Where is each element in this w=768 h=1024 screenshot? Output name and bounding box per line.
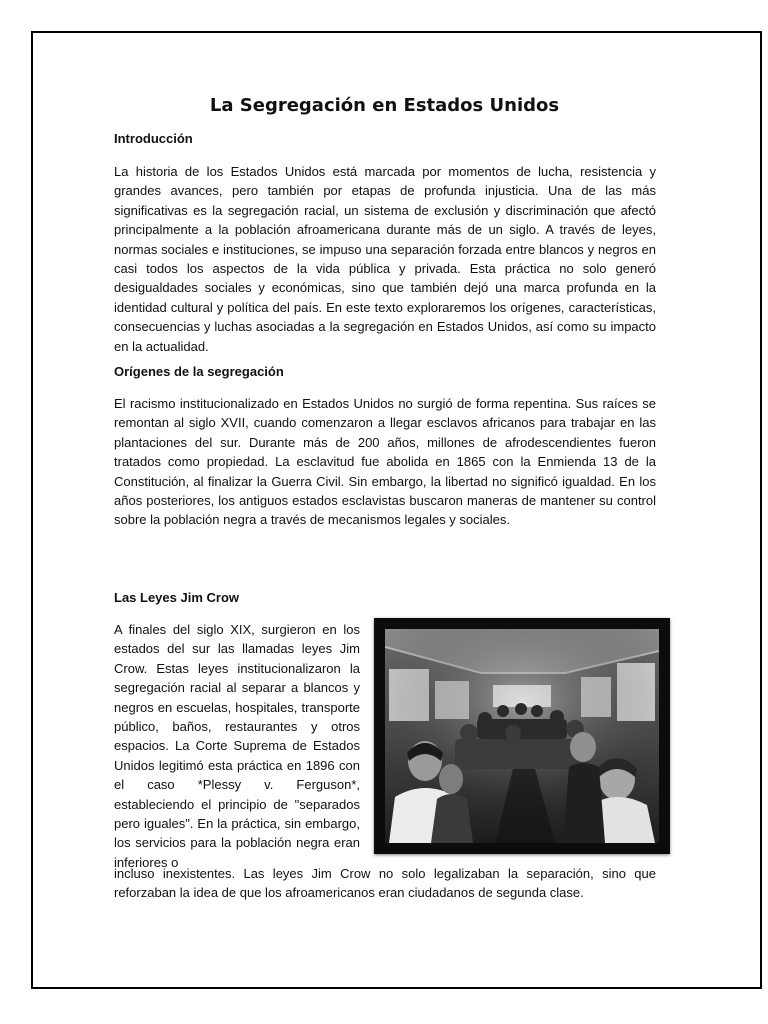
section-heading-introduccion: Introducción — [114, 131, 193, 146]
section-heading-origenes: Orígenes de la segregación — [114, 364, 284, 379]
photo-image — [385, 629, 659, 843]
section-body-jim-crow-continued: incluso inexistentes. Las leyes Jim Crow no solo legalizaban la separación, sino que reforzaban la idea de que los afroamericanos eran ciudadanos de segunda clase. — [114, 866, 656, 901]
section-heading-jim-crow: Las Leyes Jim Crow — [114, 590, 239, 605]
section-body-introduccion: La historia de los Estados Unidos está marcada por momentos de lucha, resistencia y grandes avances, pero también por etapas de profunda injusticia. Una de las más significativas es la segregación racial, un sistema de exclusión y discriminación que afectó principalmente a la población afroamericana durante más de un siglo. A través de leyes, normas sociales e instituciones, se impuso una separación forzada entre blancos y negros en casi todos los aspectos de la vida pública y privada. Esta práctica no solo generó desigualdades sociales y económicas, sino que también dejó una marca profunda en la identidad cultural y política del país. En este texto exploraremos los orígenes, características, consecuencias y luchas asociadas a la segregación en Estados Unidos, así como su impacto en la actualidad. — [114, 164, 656, 354]
section-body-origenes: El racismo institucionalizado en Estados Unidos no surgió de forma repentina. Sus raíces se remontan al siglo XVII, cuando comenzaron a llegar esclavos africanos para trabajar en las plantaciones del sur. Durante más de 200 años, millones de afrodescendientes fueron tratados como propiedad. La esclavitud fue abolida en 1865 con la Enmienda 13 de la Constitución, al finalizar la Guerra Civil. Sin embargo, la libertad no significó igualdad. En los años posteriores, los antiguos estados esclavistas buscaron maneras de mantener su control sobre la población negra a través de mecanismos legales y sociales. — [114, 396, 656, 528]
document-page — [31, 31, 762, 989]
section-body-jim-crow: A finales del siglo XIX, surgieron en los estados del sur las llamadas leyes Jim Crow. Estas leyes institucionalizaron la segregación racial al separar a blancos y negros en escuelas, hospitales, transporte público, baños, restaurantes y otros espacios. La Corte Suprema de Estados Unidos legitimó esta práctica en 1896 con el caso *Plessy v. Ferguson*, estableciendo el principio de "separados pero iguales". En la práctica, sin embargo, los servicios para la población negra eran inferiores o — [114, 622, 360, 870]
bus-passengers-photo — [374, 618, 670, 854]
document-title: La Segregación en Estados Unidos — [209, 95, 560, 116]
